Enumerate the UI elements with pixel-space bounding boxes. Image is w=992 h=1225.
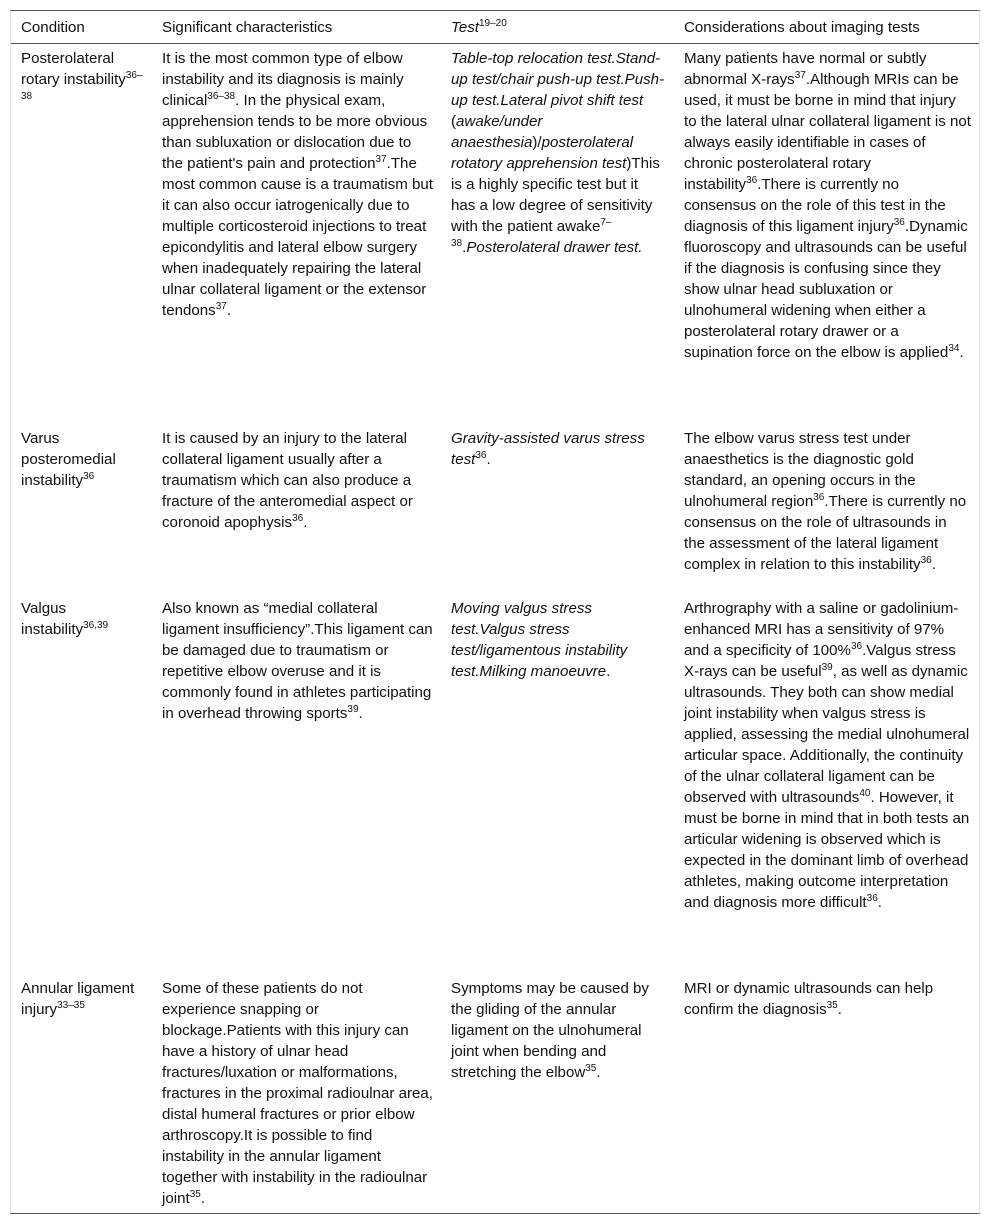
italic-text: Gravity-assisted varus stress test bbox=[451, 429, 645, 468]
text-segment: . bbox=[596, 1063, 601, 1081]
reference-sup: 36 bbox=[866, 892, 878, 904]
text-segment: Also known as “medial collateral ligament insufficiency”.This ligament can be damaged due to traumatism or repetitive elbow overuse and it is commonly found in athletes participating in overhead throwing sports bbox=[162, 599, 433, 722]
header-test-sup: 19–20 bbox=[478, 18, 507, 29]
text-segment: ( bbox=[451, 112, 457, 130]
text-segment: . bbox=[200, 1189, 206, 1207]
text-segment: Many patients have normal or subtly abnormal X-rays bbox=[684, 49, 927, 88]
cell-imaging bbox=[674, 594, 979, 974]
reference-sup: 37 bbox=[794, 69, 806, 81]
cell-condition bbox=[11, 424, 152, 594]
text-segment: . bbox=[358, 704, 363, 722]
reference-sup: 37 bbox=[215, 300, 227, 312]
table-row bbox=[11, 424, 979, 594]
cell-imaging bbox=[674, 43, 979, 424]
reference-sup: 39 bbox=[347, 703, 359, 715]
table-body bbox=[11, 43, 979, 1209]
header-test bbox=[441, 11, 674, 43]
condition-ref: 36,39 bbox=[83, 619, 109, 631]
text-segment: . bbox=[226, 301, 232, 319]
reference-sup: 36 bbox=[475, 449, 487, 461]
condition-ref: 33–35 bbox=[57, 999, 85, 1011]
italic-text: Table-top relocation test.Stand-up test/chair push-up test.Push-up test.Lateral pivot shift test bbox=[451, 49, 665, 109]
text-segment: . bbox=[959, 343, 964, 361]
text-segment: Symptoms may be caused by the gliding of the annular ligament on the ulnohumeral joint when bending and stretching the elbow bbox=[451, 979, 649, 1081]
header-characteristics: Significant characteristics bbox=[152, 11, 441, 43]
text-segment: )This is a highly specific test but it has a low degree of sensitivity with the patient awake bbox=[451, 154, 660, 235]
cell-characteristics bbox=[152, 43, 441, 424]
reference-sup: 36 bbox=[920, 554, 932, 566]
text-segment: . bbox=[877, 893, 882, 911]
cell-test bbox=[441, 594, 674, 974]
cell-test bbox=[441, 424, 674, 594]
text-segment: It is the most common type of elbow instability and its diagnosis is mainly clinical bbox=[162, 49, 404, 109]
reference-sup: 36 bbox=[746, 174, 758, 186]
text-segment: .Dynamic fluoroscopy and ultrasounds can be useful if the diagnosis is confusing since they show ulnar head subluxation or ulnohumeral widening when either a posterolateral rotary drawer or a supination force on the elbow is applied bbox=[684, 217, 968, 361]
text-segment: )/ bbox=[532, 133, 542, 151]
cell-imaging bbox=[674, 974, 979, 1209]
reference-sup: 36 bbox=[893, 216, 905, 228]
cell-test bbox=[441, 974, 674, 1209]
text-segment: . bbox=[606, 662, 611, 680]
elbow-instability-table bbox=[11, 11, 979, 1209]
condition-ref: 36–38 bbox=[21, 69, 143, 102]
italic-text: awake/under anaesthesia bbox=[451, 112, 543, 151]
reference-sup: 39 bbox=[821, 661, 833, 673]
text-segment: , as well as dynamic ultrasounds. They both can show medial joint instability when valgus stress is applied, assessing the medial ulnohumeral articular space. Additionally, the continuity of the ulnar collateral ligament can be observed with ultrasounds bbox=[684, 662, 970, 806]
reference-sup: 34 bbox=[948, 342, 960, 354]
cell-condition bbox=[11, 974, 152, 1209]
text-segment: . However, it must be borne in mind that in both tests an articular widening is observed which is expected in the dominant limb of overhead athletes, making outcome interpretation and diagnosis more difficult bbox=[684, 788, 970, 911]
reference-sup: 35 bbox=[826, 999, 838, 1011]
text-segment: . bbox=[303, 513, 308, 531]
text-segment: . bbox=[486, 450, 491, 468]
cell-condition bbox=[11, 594, 152, 974]
text-segment: . bbox=[837, 1000, 842, 1018]
text-segment: Some of these patients do not experience snapping or blockage.Patients with this injury can have a history of ulnar head fractures/luxation or malformations, fractures in the proximal radioulnar area, distal humeral fractures or prior elbow arthroscopy.It is possible to find instability in the annular ligament together with instability in the radioulnar joint bbox=[162, 979, 433, 1207]
cell-imaging bbox=[674, 424, 979, 594]
reference-sup: 36–38 bbox=[207, 90, 236, 102]
condition-ref: 36 bbox=[83, 470, 95, 482]
table-row bbox=[11, 974, 979, 1209]
text-segment: .There is currently no consensus on the role of this test in the diagnosis of this ligament injury bbox=[684, 175, 946, 235]
condition-label: Valgus instability bbox=[21, 599, 84, 638]
text-segment: .Valgus stress X-rays can be useful bbox=[684, 641, 956, 680]
condition-label: Annular ligament injury bbox=[21, 979, 135, 1018]
header-test-label: Test bbox=[451, 19, 479, 36]
text-segment: . bbox=[462, 238, 467, 256]
text-segment: .The most common cause is a traumatism but it can also occur iatrogenically due to multiple corticosteroid injections to treat epicondylitis and lateral elbow surgery when inadequately repairing the lateral ulnar collateral ligament or the extensor tendons bbox=[162, 154, 433, 319]
cell-characteristics bbox=[152, 594, 441, 974]
italic-text: Posterolateral drawer test. bbox=[466, 238, 643, 256]
text-segment: The elbow varus stress test under anaesthetics is the diagnostic gold standard, an opening occurs in the ulnohumeral region bbox=[684, 429, 916, 510]
reference-sup: 35 bbox=[189, 1188, 201, 1200]
reference-sup: 36 bbox=[292, 512, 304, 524]
reference-sup: 37 bbox=[375, 153, 387, 165]
cell-test bbox=[441, 43, 674, 424]
reference-sup: 36 bbox=[850, 640, 863, 652]
text-segment: Arthrography with a saline or gadolinium-enhanced MRI has a sensitivity of 97% and a specificity of 100% bbox=[684, 599, 959, 659]
table-row bbox=[11, 594, 979, 974]
cell-characteristics bbox=[152, 974, 441, 1209]
condition-label: Varus posteromedial instability bbox=[21, 429, 116, 489]
italic-text: Moving valgus stress test.Valgus stress test/ligamentous instability test.Milking manoeuvre bbox=[451, 599, 628, 680]
condition-label: Posterolateral rotary instability bbox=[21, 49, 126, 88]
italic-text: posterolateral rotatory apprehension test bbox=[451, 133, 634, 172]
reference-sup: 7–38 bbox=[451, 216, 612, 249]
reference-sup: 36 bbox=[813, 491, 825, 503]
table-frame bbox=[10, 10, 980, 1214]
text-segment: . In the physical exam, apprehension tends to be more obvious than subluxation or dislocation due to the patient's pain and protection bbox=[162, 91, 428, 172]
text-segment: It is caused by an injury to the lateral collateral ligament usually after a traumatism which can also produce a fracture of the anteromedial aspect or coronoid apophysis bbox=[162, 429, 413, 531]
header-imaging: Considerations about imaging tests bbox=[674, 11, 979, 43]
text-segment: .There is currently no consensus on the role of ultrasounds in the assessment of the lateral ligament complex in relation to this instability bbox=[684, 492, 967, 573]
table-header bbox=[11, 11, 979, 43]
reference-sup: 35 bbox=[585, 1062, 597, 1074]
text-segment: MRI or dynamic ultrasounds can help confirm the diagnosis bbox=[684, 979, 934, 1018]
header-condition: Condition bbox=[11, 11, 152, 43]
text-segment: .Although MRIs can be used, it must be borne in mind that injury to the lateral ulnar collateral ligament is not always easily identifiable in cases of chronic posterolateral rotary instability bbox=[684, 70, 971, 193]
cell-condition bbox=[11, 43, 152, 424]
table-row bbox=[11, 43, 979, 424]
cell-characteristics bbox=[152, 424, 441, 594]
reference-sup: 40 bbox=[859, 787, 871, 799]
text-segment: . bbox=[931, 555, 936, 573]
header-row bbox=[11, 11, 979, 43]
